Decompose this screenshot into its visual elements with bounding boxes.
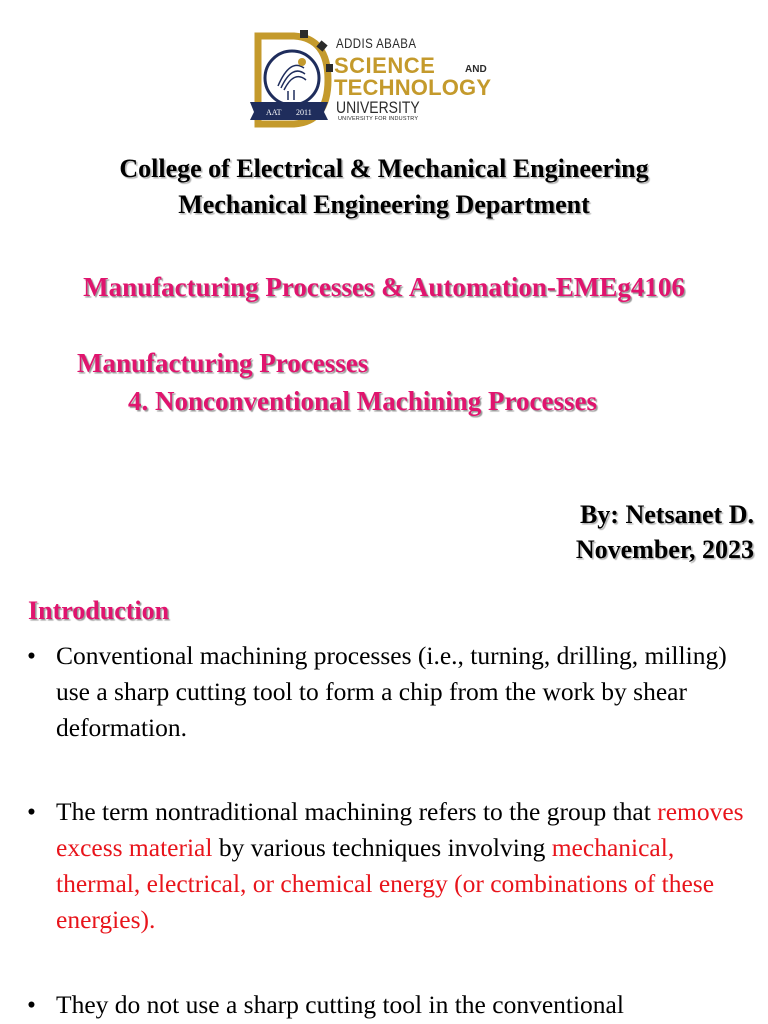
author-byline: By: Netsanet D.: [579, 500, 754, 529]
section-title: Introduction: [28, 596, 170, 625]
course-title: Manufacturing Processes & Automation-EMEg4106: [83, 272, 685, 302]
logo-emblem-icon: [244, 28, 334, 132]
logo-text-university: UNIVERSITY: [336, 98, 420, 117]
logo-text-technology: TECHNOLOGY: [334, 75, 492, 100]
highlight-text: removes excess material: [56, 797, 744, 862]
svg-text:AAT: AAT: [266, 108, 282, 117]
logo-text-science: SCIENCE: [334, 53, 436, 78]
bullet-text: They do not use a sharp cutting tool in the conventional: [56, 990, 624, 1019]
bullet-icon: •: [27, 990, 36, 1019]
logo-text-addis-ababa: ADDIS ABABA: [336, 35, 417, 51]
bullet-icon: •: [27, 797, 36, 826]
chapter-subject: Manufacturing Processes: [77, 348, 369, 378]
department-heading: Mechanical Engineering Department: [178, 190, 590, 219]
logo-tagline: UNIVERSITY FOR INDUSTRY: [338, 116, 419, 122]
presentation-date: November, 2023: [575, 535, 754, 564]
svg-text:2011: 2011: [296, 108, 312, 117]
bullet-text: Conventional machining processes (i.e., turning, drilling, milling) use a sharp cutting tool to form a chip from the work by shear deformation.: [56, 641, 727, 742]
chapter-title: 4. Nonconventional Machining Processes: [128, 386, 598, 416]
logo-text-and: AND: [465, 64, 487, 75]
bullet-text-part: by various techniques involving: [212, 833, 552, 862]
highlight-text: mechanical, thermal, electrical, or chemical energy (or combinations of these energies).: [56, 833, 715, 934]
bullet-text: [56, 794, 756, 938]
college-heading: College of Electrical & Mechanical Engineering: [119, 154, 649, 183]
bullet-text-part: The term nontraditional machining refers to the group that: [56, 797, 658, 826]
university-logo: [244, 28, 519, 132]
bullet-icon: •: [27, 641, 36, 670]
